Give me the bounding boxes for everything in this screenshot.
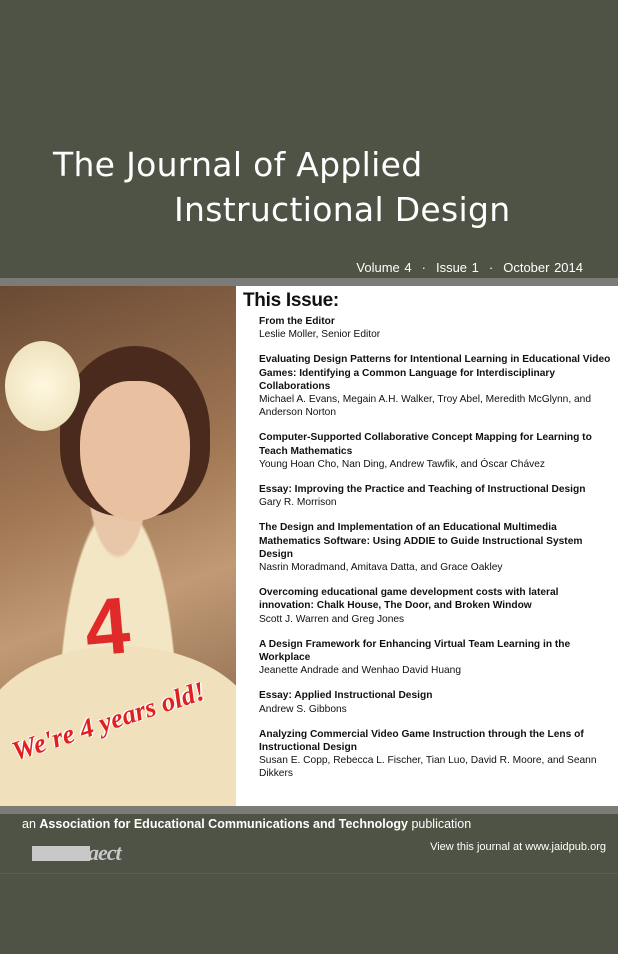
- separator: ·: [421, 260, 426, 275]
- divider-band: [0, 278, 618, 286]
- article-title: Essay: Applied Instructional Design: [259, 690, 433, 702]
- article-title: The Design and Implementation of an Educational Multimedia Mathematics Software: Using ADDIE to Guide Instructional System Design: [259, 522, 583, 560]
- issue-number: Issue 1: [435, 260, 479, 275]
- contents-item: [259, 431, 614, 471]
- contents-item: [259, 353, 614, 419]
- issue-date: October 2014: [503, 260, 583, 275]
- cover-photo: [0, 286, 236, 806]
- divider-band: [0, 806, 618, 814]
- photo-flower: [5, 341, 80, 431]
- publisher-prefix: an: [22, 817, 36, 831]
- article-authors: Jeanette Andrade and Wenhao David Huang: [259, 665, 462, 677]
- contents-item: [259, 315, 614, 341]
- photo-candle: 4: [81, 580, 134, 673]
- article-authors: Young Hoan Cho, Nan Ding, Andrew Tawfik, and Óscar Chávez: [259, 458, 545, 470]
- contents-item: [259, 689, 614, 715]
- cover-header: [0, 0, 618, 278]
- article-authors: Michael A. Evans, Megain A.H. Walker, Troy Abel, Meredith McGlynn, and Anderson Norton: [259, 394, 591, 419]
- article-title: Analyzing Commercial Video Game Instruction through the Lens of Instructional Design: [259, 728, 584, 754]
- contents-item: [259, 483, 614, 509]
- contents-item: [259, 521, 614, 574]
- anniversary-slogan: We're 4 years old!: [8, 675, 209, 767]
- photo-face: [80, 381, 190, 521]
- article-authors: Leslie Moller, Senior Editor: [259, 329, 381, 341]
- article-authors: Andrew S. Gibbons: [259, 703, 347, 715]
- contents-item: [259, 638, 614, 678]
- article-title: Overcoming educational game development costs with lateral innovation: Chalk House, The Door, and Broken Window: [259, 587, 559, 612]
- journal-title-line2: Instructional Design: [174, 190, 511, 229]
- journal-url[interactable]: View this journal at www.jaidpub.org: [430, 841, 606, 853]
- publisher-line: [22, 817, 471, 831]
- aect-logo: [32, 840, 132, 865]
- contents-panel: [236, 286, 618, 806]
- issue-info: [356, 260, 583, 275]
- article-authors: Susan E. Copp, Rebecca L. Fischer, Tian Luo, David R. Moore, and Seann Dikkers: [259, 755, 597, 780]
- separator: ·: [488, 260, 494, 275]
- volume: Volume 4: [356, 260, 412, 275]
- article-authors: Nasrin Moradmand, Amitava Datta, and Grace Oakley: [259, 562, 503, 574]
- publisher-org: Association for Educational Communications and Technology: [39, 817, 408, 831]
- article-title: Evaluating Design Patterns for Intentional Learning in Educational Video Games: Identifying a Common Language for Interdisciplinary Collaborations: [259, 354, 611, 392]
- contents-item: [259, 586, 614, 626]
- contents-list: [259, 315, 614, 793]
- article-authors: Gary R. Morrison: [259, 497, 337, 509]
- contents-heading: This Issue:: [243, 290, 339, 311]
- article-title: From the Editor: [259, 316, 335, 327]
- article-title: Computer-Supported Collaborative Concept Mapping for Learning to Teach Mathematics: [259, 432, 592, 457]
- article-authors: Scott J. Warren and Greg Jones: [259, 613, 405, 625]
- contents-item: [259, 728, 614, 781]
- publisher-suffix: publication: [411, 817, 472, 831]
- aect-logo-text: aect: [88, 840, 121, 865]
- journal-title-line1: The Journal of Applied: [53, 145, 423, 184]
- article-title: A Design Framework for Enhancing Virtual Team Learning in the Workplace: [259, 638, 571, 664]
- footer-divider: [0, 873, 618, 874]
- article-title: Essay: Improving the Practice and Teaching of Instructional Design: [259, 484, 586, 496]
